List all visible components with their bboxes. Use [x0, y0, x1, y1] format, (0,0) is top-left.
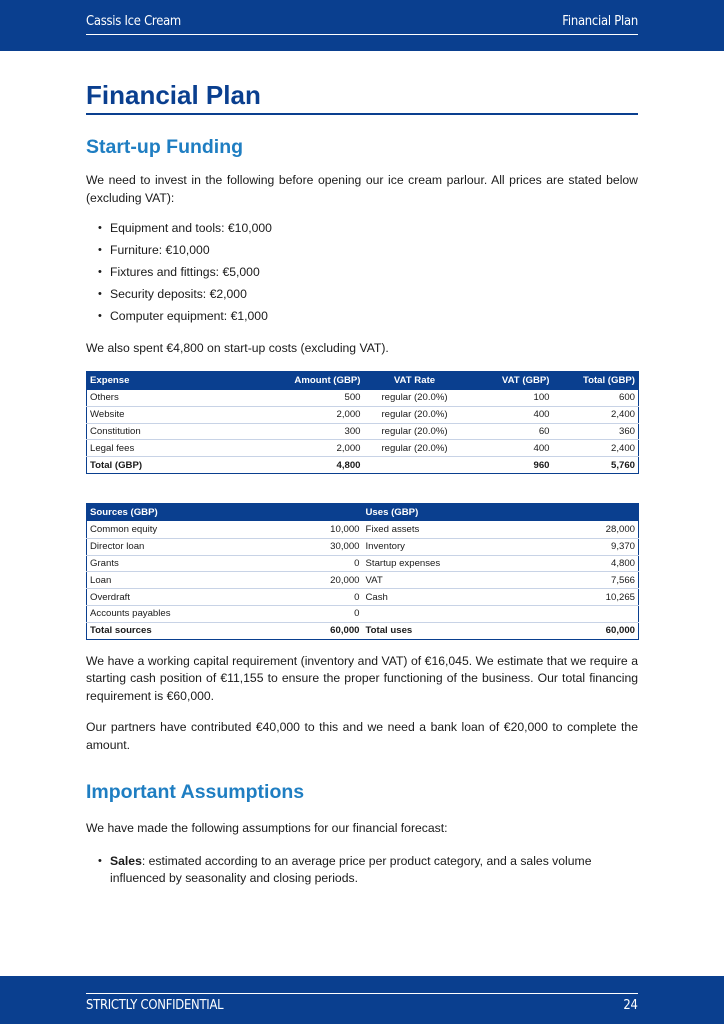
- table-cell: Total sources: [87, 622, 225, 639]
- table-cell: Overdraft: [87, 589, 225, 606]
- table-cell: Common equity: [87, 521, 225, 538]
- table-cell: 10,265: [501, 589, 639, 606]
- table-cell: Constitution: [87, 423, 227, 440]
- table-row: [87, 406, 639, 423]
- table-cell: 400: [466, 440, 553, 457]
- table-cell: Grants: [87, 555, 225, 572]
- startup-funding-heading: Start-up Funding: [86, 136, 244, 158]
- list-item: • Fixtures and fittings: €5,000: [86, 264, 638, 282]
- working-capital-paragraph: We have a working capital requirement (inventory and VAT) of €16,045. We estimate that we require a starting cash position of €11,155 to ensure the proper functioning of the business. Our total financing requirement is €60,000.: [86, 653, 638, 703]
- table-row: [87, 423, 639, 440]
- table-cell: Total uses: [363, 622, 501, 639]
- table-cell: Director loan: [87, 538, 225, 555]
- table-cell: 400: [466, 406, 553, 423]
- table-cell: 0: [225, 605, 363, 622]
- table-row: [87, 589, 639, 606]
- table-cell: 0: [225, 555, 363, 572]
- list-item: • Computer equipment: €1,000: [86, 308, 638, 326]
- table-row: [87, 390, 639, 407]
- table-cell: Loan: [87, 572, 225, 589]
- table-cell: Total (GBP): [87, 457, 227, 474]
- table-cell: 28,000: [501, 521, 639, 538]
- startup-costs-note: We also spent €4,800 on start-up costs (excluding VAT).: [86, 340, 389, 355]
- page-content: [86, 79, 638, 888]
- table-cell: 2,400: [553, 406, 639, 423]
- page-footer-rule: [86, 993, 638, 1013]
- page-title: Financial Plan: [86, 79, 638, 115]
- startup-items-list: [86, 220, 638, 326]
- table-cell: 4,800: [501, 555, 639, 572]
- assumptions-intro: We have made the following assumptions for our financial forecast:: [86, 821, 448, 836]
- partners-paragraph: Our partners have contributed €40,000 to this and we need a bank loan of €20,000 to complete the amount.: [86, 720, 638, 752]
- table-cell: regular (20.0%): [364, 406, 466, 423]
- table-row: [87, 440, 639, 457]
- sources-uses-table: [86, 503, 639, 640]
- section-name: Financial Plan: [562, 13, 638, 29]
- column-header: Uses (GBP): [363, 503, 501, 521]
- table-cell: 100: [466, 390, 553, 407]
- table-cell: 9,370: [501, 538, 639, 555]
- column-header: VAT (GBP): [466, 372, 553, 390]
- list-item: • Security deposits: €2,000: [86, 286, 638, 304]
- table-cell: [363, 605, 501, 622]
- table-cell: 960: [466, 457, 553, 474]
- table-cell: 0: [225, 589, 363, 606]
- table-cell: Website: [87, 406, 227, 423]
- page-header-rule: [86, 13, 638, 35]
- expense-table: [86, 371, 639, 474]
- table-cell: regular (20.0%): [364, 390, 466, 407]
- table-cell: [364, 457, 466, 474]
- table-total-row: [87, 457, 639, 474]
- table-cell: 30,000: [225, 538, 363, 555]
- table-row: [87, 572, 639, 589]
- company-name: Cassis Ice Cream: [86, 13, 181, 29]
- table-cell: Cash: [363, 589, 501, 606]
- table-cell: VAT: [363, 572, 501, 589]
- page-number: 24: [623, 997, 638, 1013]
- list-item: • Furniture: €10,000: [86, 242, 638, 260]
- table-cell: Fixed assets: [363, 521, 501, 538]
- list-item: • Equipment and tools: €10,000: [86, 220, 638, 238]
- table-cell: 2,000: [227, 406, 364, 423]
- column-header: [225, 503, 363, 521]
- column-header: Expense: [87, 372, 227, 390]
- page-footer: [0, 976, 724, 1024]
- startup-intro: We need to invest in the following before opening our ice cream parlour. All prices are stated below (excluding VAT):: [86, 173, 638, 205]
- table-cell: 2,400: [553, 440, 639, 457]
- table-row: [87, 538, 639, 555]
- table-cell: 20,000: [225, 572, 363, 589]
- list-item: [86, 853, 638, 888]
- table-cell: 60,000: [225, 622, 363, 639]
- assumption-label: Sales: [110, 853, 142, 868]
- table-cell: regular (20.0%): [364, 440, 466, 457]
- assumption-text: : estimated according to an average price per product category, and a sales volume influenced by seasonality and closing periods.: [110, 853, 592, 886]
- table-cell: 60: [466, 423, 553, 440]
- table-cell: Accounts payables: [87, 605, 225, 622]
- table-cell: 60,000: [501, 622, 639, 639]
- assumptions-list: [86, 853, 638, 888]
- table-cell: 10,000: [225, 521, 363, 538]
- table-total-row: [87, 622, 639, 639]
- table-header-row: [87, 372, 639, 390]
- column-header: Total (GBP): [553, 372, 639, 390]
- table-cell: 500: [227, 390, 364, 407]
- table-cell: 360: [553, 423, 639, 440]
- table-row: [87, 605, 639, 622]
- table-cell: 600: [553, 390, 639, 407]
- table-row: [87, 555, 639, 572]
- column-header: VAT Rate: [364, 372, 466, 390]
- table-cell: 2,000: [227, 440, 364, 457]
- table-row: [87, 521, 639, 538]
- table-cell: Inventory: [363, 538, 501, 555]
- confidentiality-label: STRICTLY CONFIDENTIAL: [86, 997, 224, 1013]
- table-cell: Others: [87, 390, 227, 407]
- important-assumptions-heading: Important Assumptions: [86, 781, 305, 804]
- table-cell: 7,566: [501, 572, 639, 589]
- column-header: Amount (GBP): [227, 372, 364, 390]
- column-header: Sources (GBP): [87, 503, 225, 521]
- table-cell: Startup expenses: [363, 555, 501, 572]
- table-header-row: [87, 503, 639, 521]
- table-cell: regular (20.0%): [364, 423, 466, 440]
- table-cell: Legal fees: [87, 440, 227, 457]
- column-header: [501, 503, 639, 521]
- table-cell: 300: [227, 423, 364, 440]
- page-header: [0, 0, 724, 51]
- table-cell: [501, 605, 639, 622]
- table-cell: 4,800: [227, 457, 364, 474]
- table-cell: 5,760: [553, 457, 639, 474]
